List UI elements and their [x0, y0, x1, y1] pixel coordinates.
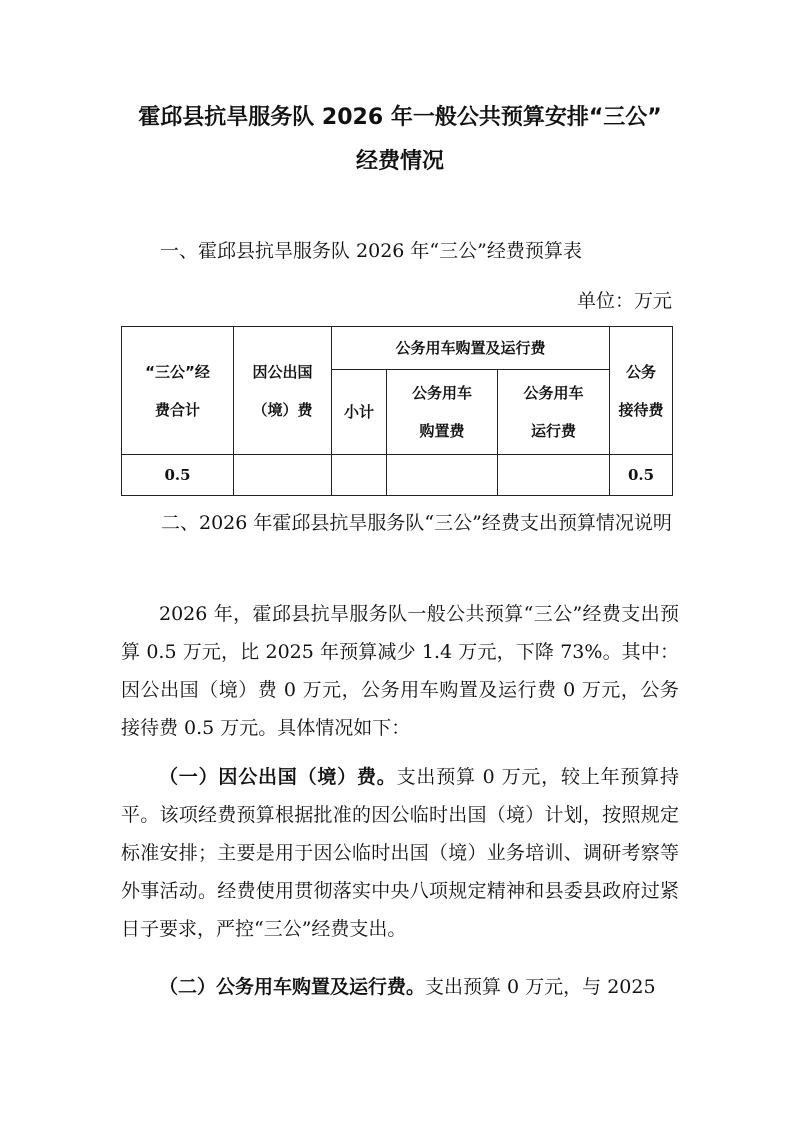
paragraph-summary: 2026 年，霍邱县抗旱服务队一般公共预算“三公”经费支出预算 0.5 万元，比 2025 年预算减少 1.4 万元，下降 73%。其中：因公出国（境）费 0 万元，公务用车购置及运行费 0 万元，公务接待费 0.5 万元。具体情况如下： [121, 603, 679, 739]
section-2-heading: 二、2026 年霍邱县抗旱服务队“三公”经费支出预算情况说明 [161, 512, 672, 534]
header-total-line-2: 费合计 [154, 400, 200, 419]
header-total [122, 327, 234, 455]
title-line-2: 经费情况 [355, 149, 444, 174]
header-subtotal: 小计 [332, 370, 387, 455]
table-header-row-1 [122, 327, 673, 370]
cell-purchase [387, 455, 498, 496]
paragraph-abroad-body: 支出预算 0 万元，较上年预算持平。该项经费预算根据批准的因公临时出国（境）计划，按照规定标准安排；主要是用于因公临时出国（境）业务培训、调研考察等外事活动。经费使用贯彻落实中央八项规定精神和县委县政府过紧日子要求，严控“三公”经费支出。 [121, 766, 679, 940]
header-vehicle: 公务用车购置及运行费 [332, 327, 610, 370]
paragraph-vehicle-lead: （二）公务用车购置及运行费。 [159, 976, 426, 998]
header-operation [498, 370, 610, 455]
section-1-heading: 一、霍邱县抗旱服务队 2026 年“三公”经费预算表 [160, 240, 582, 262]
cell-reception: 0.5 [610, 455, 673, 496]
header-purchase [387, 370, 498, 455]
cell-total: 0.5 [122, 455, 234, 496]
cell-subtotal [332, 455, 387, 496]
unit-label: 单位：万元 [576, 290, 672, 312]
header-reception-line-1: 公务 [625, 362, 656, 381]
budget-table [121, 326, 673, 496]
table-row [122, 455, 673, 496]
paragraph-vehicle [121, 968, 679, 1006]
header-total-line-1: “三公”经 [145, 362, 210, 381]
cell-abroad [234, 455, 332, 496]
header-purchase-line-1: 公务用车 [411, 384, 472, 402]
paragraph-vehicle-body: 支出预算 0 万元，与 2025 [425, 976, 656, 998]
header-operation-line-2: 运行费 [530, 422, 576, 440]
paragraph-abroad [121, 758, 679, 948]
header-operation-line-1: 公务用车 [523, 384, 584, 402]
title-line-1: 霍邱县抗旱服务队 2026 年一般公共预算安排“三公” [138, 105, 662, 130]
header-abroad-line-2: （境）费 [252, 400, 313, 419]
header-abroad [234, 327, 332, 455]
page-title [100, 96, 700, 184]
cell-operation [498, 455, 610, 496]
paragraph-abroad-lead: （一）因公出国（境）费。 [159, 766, 397, 788]
header-reception-line-2: 接待费 [618, 400, 664, 419]
header-abroad-line-1: 因公出国 [252, 362, 313, 381]
header-purchase-line-2: 购置费 [419, 422, 465, 440]
header-reception [610, 327, 673, 455]
